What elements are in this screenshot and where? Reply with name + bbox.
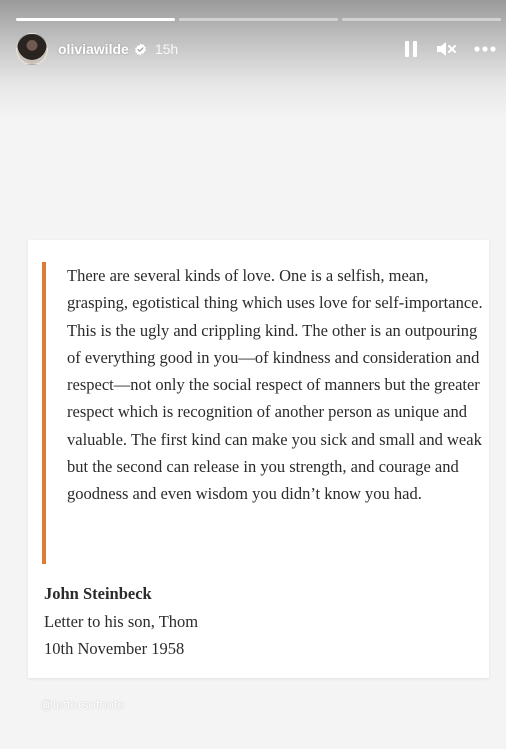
story-timestamp: 15h bbox=[154, 41, 179, 57]
quote-text: There are several kinds of love. One is a selfish, mean, grasping, egotistical thing which uses love for self-importance. This is the ugly and crippling kind. The other is an outpouring of everything good in you—of kindness and consideration and respect—not only the social respect of manners but the greater respect which is recognition of another person as unique and valuable. The first kind can make you sick and small and weak but the second can release in you strength, and courage and goodness and even wisdom you didn’t know you had. bbox=[67, 266, 483, 504]
muted-speaker-icon[interactable] bbox=[436, 40, 456, 58]
story-progress-bar bbox=[16, 18, 501, 21]
quote-date: 10th November 1958 bbox=[44, 639, 185, 658]
story-progress-segment bbox=[342, 18, 501, 21]
story-controls bbox=[404, 40, 496, 58]
more-options-icon[interactable] bbox=[474, 46, 496, 52]
avatar[interactable] bbox=[16, 33, 48, 65]
story-progress-segment bbox=[179, 18, 338, 21]
quote-author: John Steinbeck bbox=[44, 584, 152, 603]
pause-icon[interactable] bbox=[404, 40, 418, 58]
progress-fill bbox=[16, 18, 175, 21]
story-header bbox=[16, 32, 496, 66]
verified-badge-icon bbox=[134, 43, 147, 56]
quote-accent-bar bbox=[42, 262, 46, 564]
quote-card bbox=[28, 240, 489, 678]
story-progress-segment bbox=[16, 18, 175, 21]
watermark: @lettersofnote bbox=[40, 697, 125, 712]
quote-source: Letter to his son, Thom bbox=[44, 612, 199, 631]
username[interactable]: oliviawilde bbox=[58, 41, 129, 57]
